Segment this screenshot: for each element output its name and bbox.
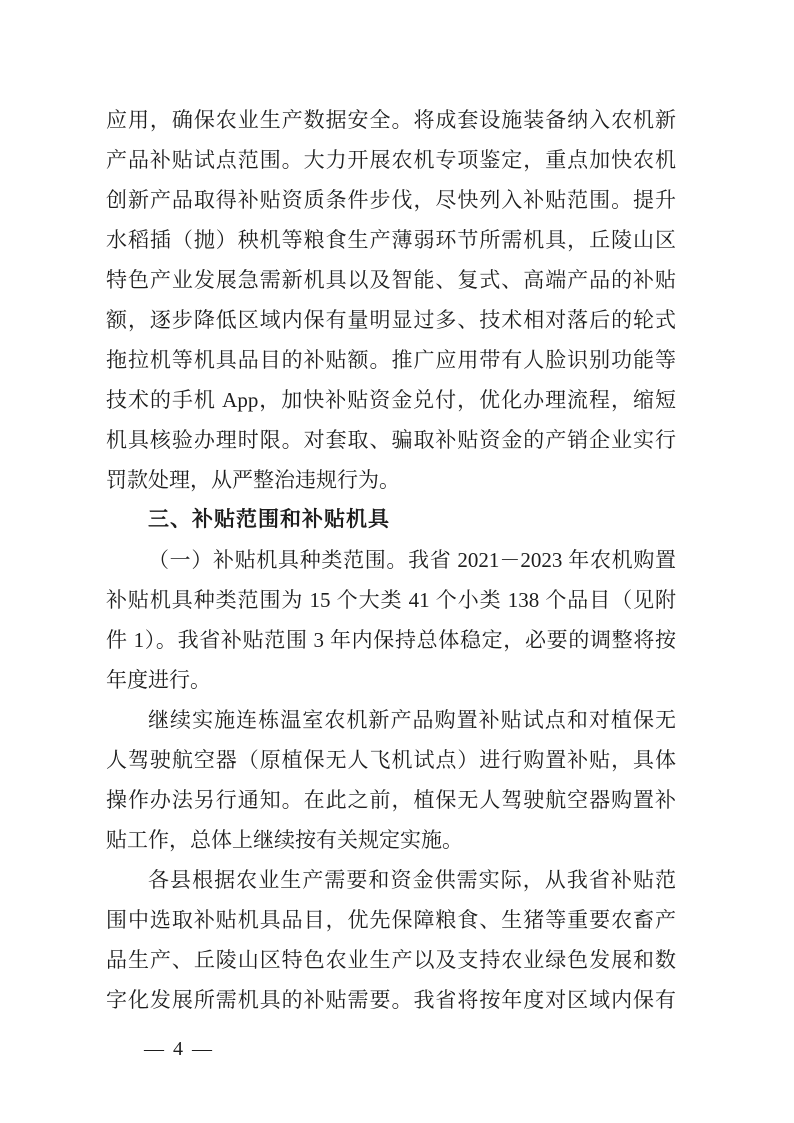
text-line: 技术的手机 App，加快补贴资金兑付，优化办理流程，缩短 <box>106 388 676 412</box>
page-number: — 4 — <box>144 1038 214 1060</box>
text-line: 继续实施连栋温室农机新产品购置补贴试点和对植保无 <box>148 708 676 732</box>
text-line: （一）补贴机具种类范围。我省 2021－2023 年农机购置 <box>148 548 676 572</box>
text-line: 水稻插（抛）秧机等粮食生产薄弱环节所需机具，丘陵山区 <box>106 228 676 252</box>
text-line: 件 1）。我省补贴范围 3 年内保持总体稳定，必要的调整将按 <box>106 628 676 652</box>
text-line: 操作办法另行通知。在此之前，植保无人驾驶航空器购置补 <box>106 788 676 812</box>
section-heading: 三、补贴范围和补贴机具 <box>148 508 390 531</box>
text-line: 产品补贴试点范围。大力开展农机专项鉴定，重点加快农机 <box>106 148 676 172</box>
text-line: 补贴机具种类范围为 15 个大类 41 个小类 138 个品目（见附 <box>106 588 676 612</box>
text-line: 人驾驶航空器（原植保无人飞机试点）进行购置补贴，具体 <box>106 748 676 772</box>
text-line: 年度进行。 <box>106 668 211 692</box>
text-line: 特色产业发展急需新机具以及智能、复式、高端产品的补贴 <box>106 268 676 292</box>
text-line: 围中选取补贴机具品目，优先保障粮食、生猪等重要农畜产 <box>106 908 676 932</box>
document-body <box>106 100 676 1020</box>
text-line: 罚款处理，从严整治违规行为。 <box>106 468 400 492</box>
text-line: 各县根据农业生产需要和资金供需实际，从我省补贴范 <box>148 868 676 892</box>
text-line: 字化发展所需机具的补贴需要。我省将按年度对区域内保有 <box>106 988 676 1012</box>
text-line: 应用，确保农业生产数据安全。将成套设施装备纳入农机新 <box>106 108 676 132</box>
text-line: 拖拉机等机具品目的补贴额。推广应用带有人脸识别功能等 <box>106 348 676 372</box>
text-line: 创新产品取得补贴资质条件步伐，尽快列入补贴范围。提升 <box>106 188 676 212</box>
text-line: 机具核验办理时限。对套取、骗取补贴资金的产销企业实行 <box>106 428 676 452</box>
text-line: 品生产、丘陵山区特色农业生产以及支持农业绿色发展和数 <box>106 948 676 972</box>
text-line: 额，逐步降低区域内保有量明显过多、技术相对落后的轮式 <box>106 308 676 332</box>
text-line: 贴工作，总体上继续按有关规定实施。 <box>106 828 463 852</box>
